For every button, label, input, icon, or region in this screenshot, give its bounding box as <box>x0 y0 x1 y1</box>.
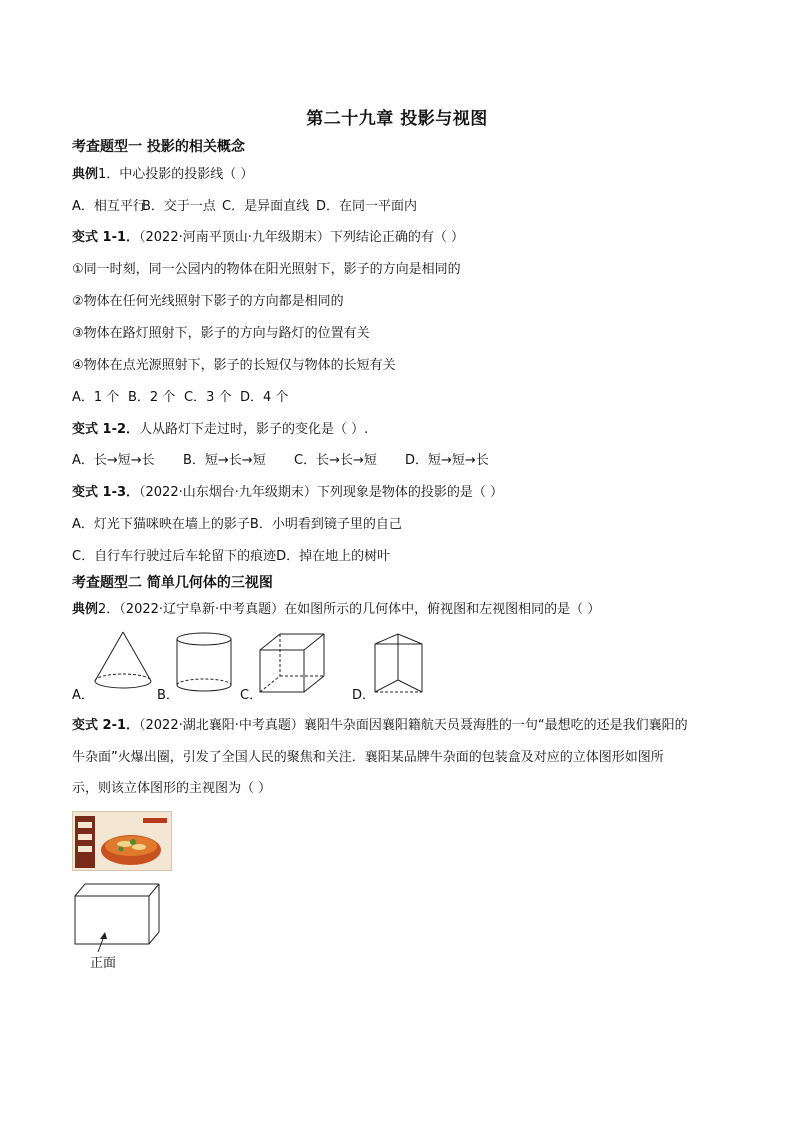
figure-label-c: C． <box>240 688 263 703</box>
variant-2-1-text-line-1: （2022·湖北襄阳·中考真题）襄阳牛杂面因襄阳籍航天员聂海胜的一句“最想吃的还是我们襄阳的 <box>139 718 688 733</box>
example-1-number: 1 <box>98 167 107 182</box>
variant-1-3-options-row-2 <box>72 548 390 566</box>
variant-2-1-question <box>72 717 688 735</box>
example-1-label: 典例 <box>72 167 99 182</box>
variant-1-1-text: （2022·河南平顶山·九年级期末）下列结论正确的有（ ） <box>139 230 464 245</box>
variant-1-1-question <box>72 229 464 247</box>
variant-1-2-options <box>72 452 489 470</box>
variant-2-1-text-line-3: 示，则该立体图形的主视图为（ ） <box>72 781 272 796</box>
section-heading-2: 考查题型二 简单几何体的三视图 <box>72 575 273 591</box>
cylinder-figure <box>172 630 236 696</box>
example-1-question <box>72 166 253 184</box>
option-a: A．1 个 <box>72 390 120 405</box>
variant-1-3-question <box>72 484 503 502</box>
option-b: B．短→长→短 <box>183 453 266 468</box>
statement-1: ①同一时刻，同一公园内的物体在阳光照射下，影子的方向是相同的 <box>72 262 461 277</box>
option-c: C．3 个 <box>184 390 232 405</box>
example-1-text: ．中心投影的投影线（ ） <box>106 167 254 182</box>
cube-figure <box>256 630 330 696</box>
page-title: 第二十九章 投影与视图 <box>306 109 488 129</box>
variant-1-2-question <box>72 421 368 439</box>
variant-2-1-label: 变式 2-1． <box>72 718 140 733</box>
section-heading-1: 考查题型一 投影的相关概念 <box>72 139 245 155</box>
option-b: B．2 个 <box>128 390 176 405</box>
example-1-options <box>72 198 417 216</box>
option-c: C．长→长→短 <box>294 453 377 468</box>
statement-3: ③物体在路灯照射下，影子的方向与路灯的位置有关 <box>72 326 370 341</box>
option-c: C．是异面直线 <box>222 199 310 214</box>
option-d: D．短→短→长 <box>405 453 489 468</box>
example-2-number: 2 <box>98 602 107 617</box>
option-d: D．4 个 <box>240 390 289 405</box>
figure-label-b: B． <box>157 688 179 703</box>
variant-1-3-text: （2022·山东烟台·九年级期末）下列现象是物体的投影的是（ ） <box>139 485 503 500</box>
variant-1-1-label: 变式 1-1． <box>72 230 140 245</box>
option-c: C．自行车行驶过后车轮留下的痕迹 <box>72 549 277 564</box>
option-a: A．长→短→长 <box>72 453 155 468</box>
cuboid-figure <box>72 880 164 952</box>
example-2-label: 典例 <box>72 602 99 617</box>
variant-1-2-text: 人从路灯下走过时，影子的变化是（ ）. <box>139 422 369 437</box>
option-b: B．交于一点 <box>142 199 216 214</box>
option-d: D．在同一平面内 <box>316 199 418 214</box>
statement-2: ②物体在任何光线照射下影子的方向都是相同的 <box>72 294 344 309</box>
option-b: B．小明看到镜子里的自己 <box>249 517 402 532</box>
figure-label-d: D． <box>352 688 376 703</box>
front-label: 正面 <box>90 956 117 971</box>
option-d: D．掉在地上的树叶 <box>276 549 391 564</box>
variant-1-3-options-row-1 <box>72 516 402 534</box>
noodle-bowl-illustration <box>73 812 171 870</box>
variant-1-1-options <box>72 389 288 407</box>
option-a: A．灯光下猫咪映在墙上的影子 <box>72 517 250 532</box>
noodle-package-image <box>72 811 172 871</box>
variant-1-2-label: 变式 1-2． <box>72 422 140 437</box>
example-2-question <box>72 601 600 619</box>
triangular-prism-figure <box>370 630 426 696</box>
example-2-text: ．（2022·辽宁阜新·中考真题）在如图所示的几何体中，俯视图和左视图相同的是（ ） <box>106 602 601 617</box>
figure-label-a: A． <box>72 688 94 703</box>
statement-4: ④物体在点光源照射下，影子的长短仅与物体的长短有关 <box>72 358 396 373</box>
cone-figure <box>92 628 154 692</box>
variant-2-1-text-line-2: 牛杂面”火爆出圈，引发了全国人民的聚焦和关注．襄阳某品牌牛杂面的包装盒及对应的立体图形如图所 <box>72 750 664 765</box>
variant-1-3-label: 变式 1-3． <box>72 485 140 500</box>
option-a: A．相互平行 <box>72 199 146 214</box>
